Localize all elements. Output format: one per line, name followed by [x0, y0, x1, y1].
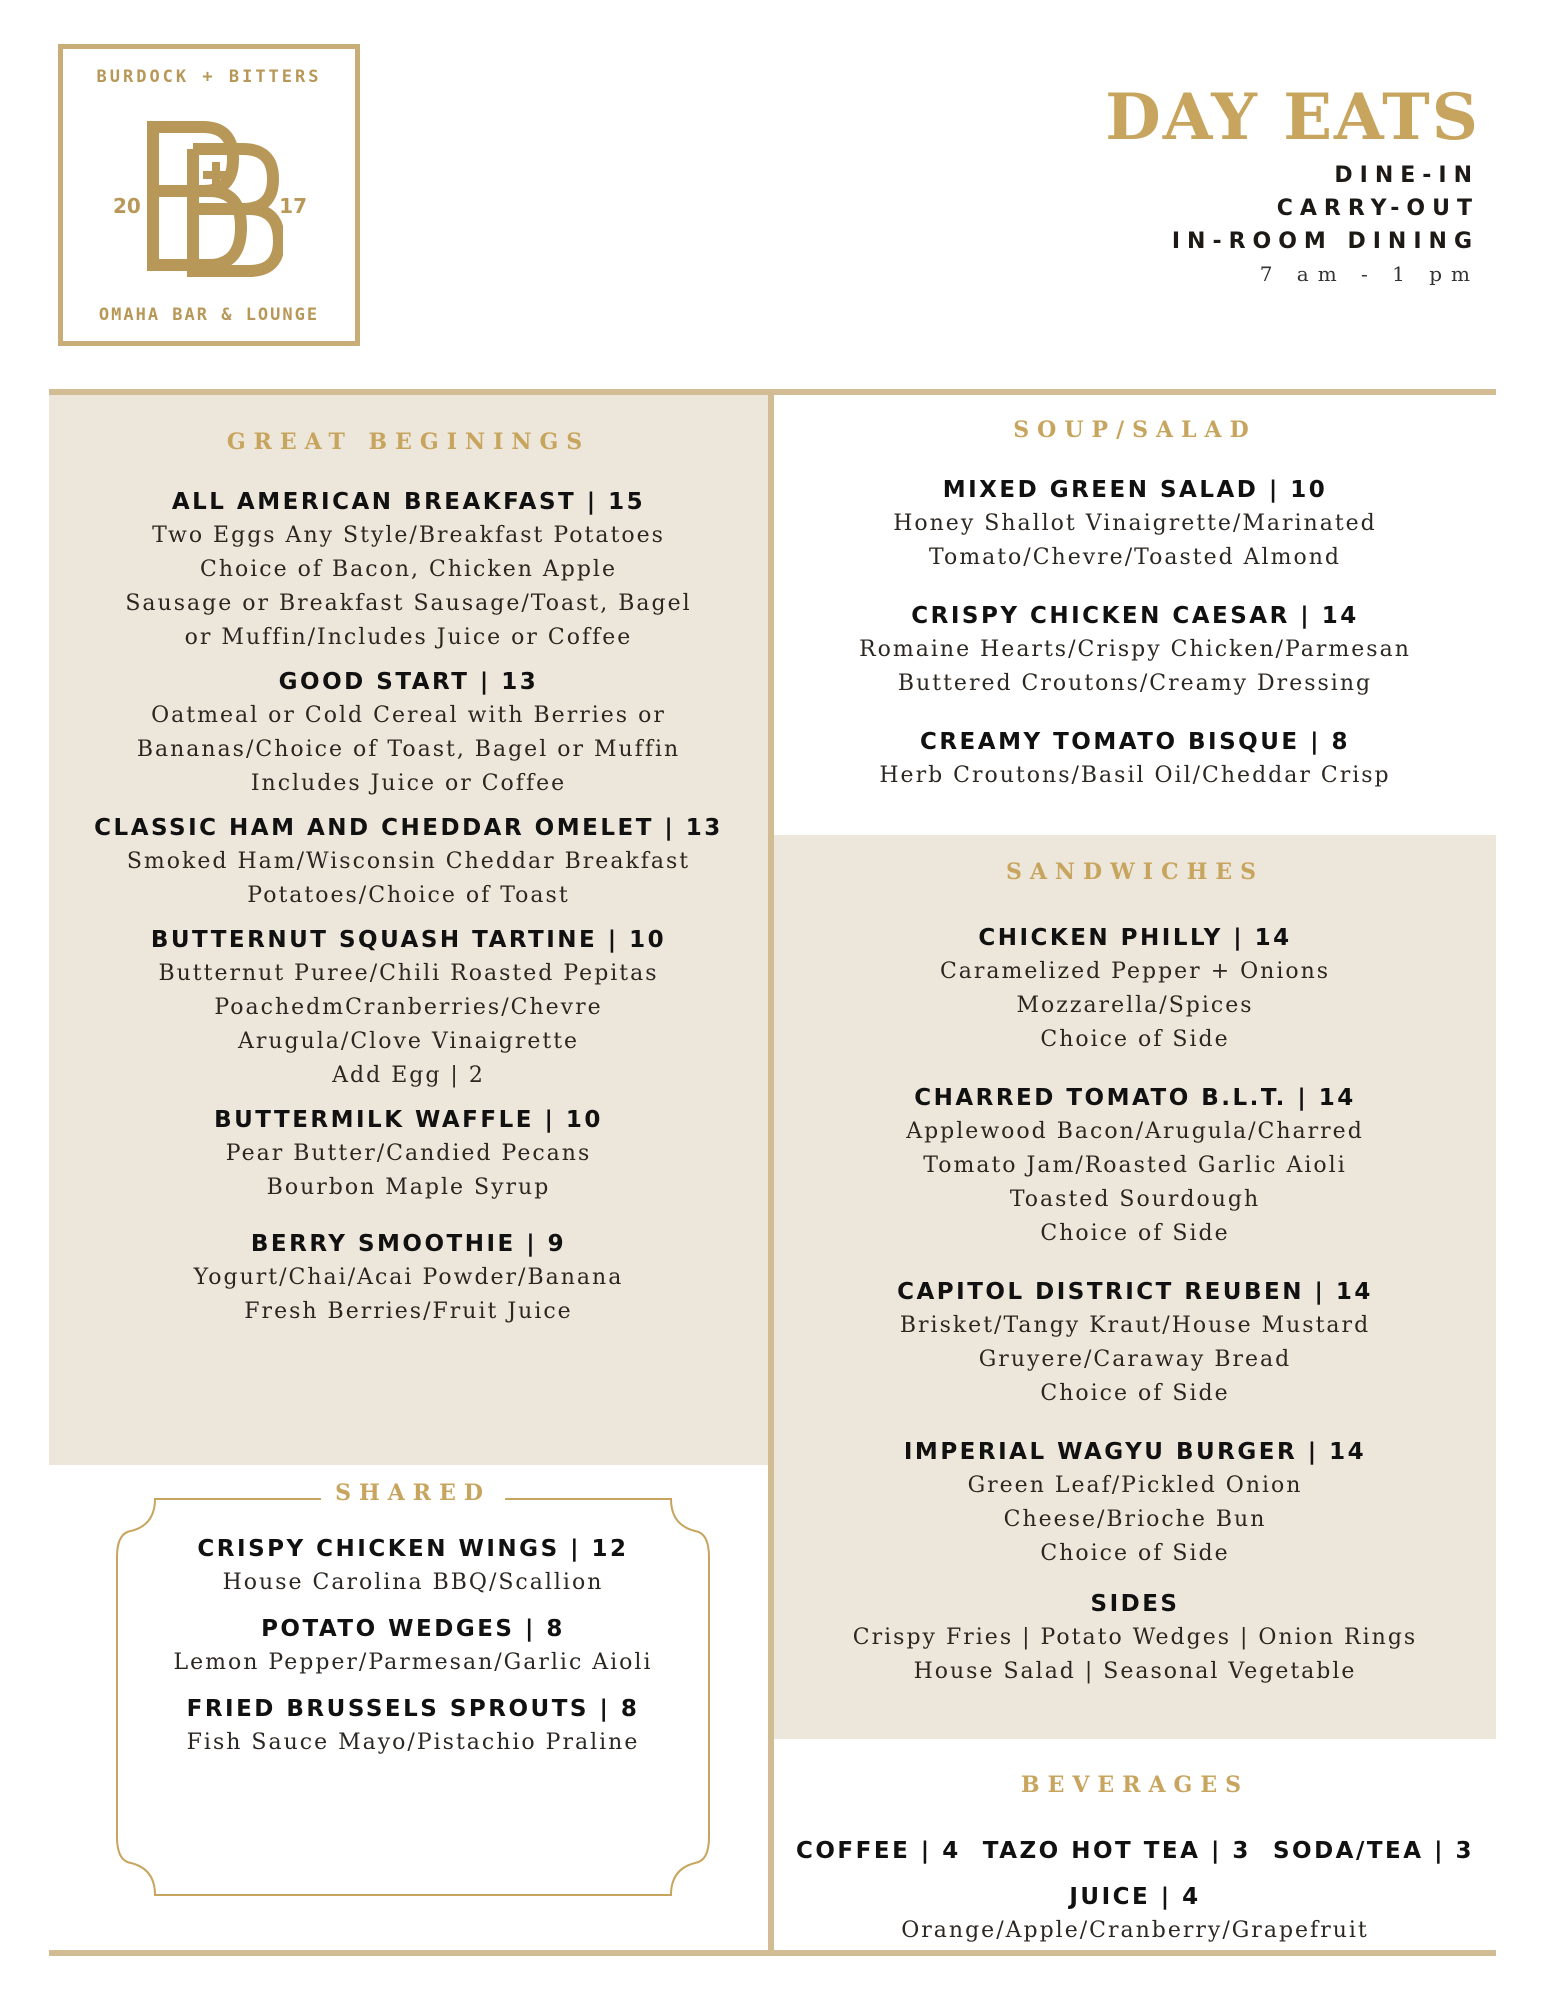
menu-item — [774, 1880, 1496, 1948]
item-desc-line: Choice of Bacon, Chicken Apple — [200, 557, 617, 582]
item-desc-line: Caramelized Pepper + Onions — [939, 959, 1331, 984]
great-beginnings-panel — [49, 395, 768, 1465]
item-name: GOOD START | 13 — [278, 669, 539, 695]
item-desc-line: Cheese/Brioche Bun — [1003, 1507, 1267, 1532]
item-desc-line: Oatmeal or Cold Cereal with Berries or — [151, 703, 666, 728]
beverages-panel — [774, 1772, 1496, 1798]
menu-item — [49, 485, 768, 655]
item-desc-line: Sausage or Breakfast Sausage/Toast, Bagel — [125, 591, 692, 616]
service-carry-out: CARRY-OUT — [1276, 196, 1479, 221]
item-desc-line: Lemon Pepper/Parmesan/Garlic Aioli — [173, 1650, 653, 1675]
item-desc-line: Includes Juice or Coffee — [250, 771, 567, 796]
item-desc-line: Choice of Side — [1040, 1381, 1230, 1406]
item-desc-line: Honey Shallot Vinaigrette/Marinated — [893, 511, 1377, 536]
hours: 7 am - 1 pm — [1259, 262, 1479, 286]
menu-item — [49, 811, 768, 913]
menu-item — [774, 1587, 1496, 1689]
item-name: SODA/TEA | 3 — [1272, 1838, 1474, 1864]
menu-item — [49, 665, 768, 801]
item-desc-line: Gruyere/Caraway Bread — [978, 1347, 1292, 1372]
menu-item — [115, 1692, 711, 1760]
item-desc-line: Two Eggs Any Style/Breakfast Potatoes — [152, 523, 665, 548]
logo-year-left: 20 — [113, 194, 141, 218]
menu-item — [49, 1103, 768, 1205]
logo-year-right: 17 — [279, 194, 307, 218]
item-name: CAPITOL DISTRICT REUBEN | 14 — [897, 1279, 1373, 1305]
item-desc-line: Herb Croutons/Basil Oil/Cheddar Crisp — [879, 763, 1391, 788]
item-name: CRISPY CHICKEN WINGS | 12 — [197, 1536, 629, 1562]
item-desc-line: Tomato Jam/Roasted Garlic Aioli — [923, 1153, 1347, 1178]
item-name: BERRY SMOOTHIE | 9 — [250, 1231, 567, 1257]
menu-item — [49, 1227, 768, 1329]
item-desc-line: Choice of Side — [1040, 1027, 1230, 1052]
shared-panel — [115, 1480, 711, 1760]
item-name: CREAMY TOMATO BISQUE | 8 — [919, 729, 1351, 755]
item-desc-line: Potatoes/Choice of Toast — [247, 883, 570, 908]
item-name: COFFEE | 4 — [796, 1838, 961, 1864]
menu-item — [774, 473, 1496, 575]
item-name: CHICKEN PHILLY | 14 — [978, 925, 1292, 951]
item-name: BUTTERMILK WAFFLE | 10 — [214, 1107, 603, 1133]
item-name: POTATO WEDGES | 8 — [261, 1616, 565, 1642]
menu-item — [774, 1081, 1496, 1251]
item-desc-line: House Carolina BBQ/Scallion — [222, 1570, 604, 1595]
item-desc-line: PoachedmCranberries/Chevre — [214, 995, 603, 1020]
item-desc-line: Green Leaf/Pickled Onion — [967, 1473, 1303, 1498]
item-desc-line: or Muffin/Includes Juice or Coffee — [184, 625, 633, 650]
item-desc-line: Smoked Ham/Wisconsin Cheddar Breakfast — [126, 849, 691, 874]
item-desc-line: Fish Sauce Mayo/Pistachio Praline — [186, 1730, 640, 1755]
logo-bottom-text: OMAHA BAR & LOUNGE — [98, 305, 320, 325]
menu-item — [115, 1612, 711, 1680]
item-desc-line: Add Egg | 2 — [332, 1063, 485, 1088]
item-desc-line: Tomato/Chevre/Toasted Almond — [929, 545, 1341, 570]
sandwiches-title: SANDWICHES — [1005, 859, 1265, 885]
item-desc-line: Romaine Hearts/Crispy Chicken/Parmesan — [859, 637, 1411, 662]
item-desc-line: Pear Butter/Candied Pecans — [225, 1141, 592, 1166]
item-name: TAZO HOT TEA | 3 — [982, 1838, 1251, 1864]
menu-item — [774, 599, 1496, 701]
item-desc-line: Bananas/Choice of Toast, Bagel or Muffin — [136, 737, 681, 762]
item-desc-line: Crispy Fries | Potato Wedges | Onion Rings — [852, 1625, 1418, 1650]
beverages-title: BEVERAGES — [1021, 1772, 1249, 1798]
menu-item — [49, 923, 768, 1093]
item-desc-line: Yogurt/Chai/Acai Powder/Banana — [193, 1265, 624, 1290]
sandwiches-panel — [774, 835, 1496, 1739]
item-desc-line: Choice of Side — [1040, 1541, 1230, 1566]
item-desc-line: Toasted Sourdough — [1009, 1187, 1261, 1212]
item-name: ALL AMERICAN BREAKFAST | 15 — [171, 489, 646, 515]
item-desc-line: Butternut Puree/Chili Roasted Pepitas — [158, 961, 659, 986]
item-desc-line: Brisket/Tangy Kraut/House Mustard — [899, 1313, 1371, 1338]
item-desc-line: Mozzarella/Spices — [1016, 993, 1254, 1018]
item-name: CRISPY CHICKEN CAESAR | 14 — [911, 603, 1359, 629]
item-desc-line: House Salad | Seasonal Vegetable — [913, 1659, 1357, 1684]
item-desc-line: Bourbon Maple Syrup — [266, 1175, 551, 1200]
item-name: FRIED BRUSSELS SPROUTS | 8 — [186, 1696, 640, 1722]
logo — [58, 44, 360, 346]
soup-salad-panel — [774, 395, 1496, 835]
item-name: SIDES — [1090, 1591, 1180, 1617]
soup-salad-title: SOUP/SALAD — [1013, 417, 1257, 443]
menu-item — [774, 1275, 1496, 1411]
service-in-room: IN-ROOM DINING — [1171, 229, 1479, 254]
item-name: JUICE | 4 — [1069, 1884, 1201, 1910]
menu-item — [774, 725, 1496, 793]
monogram-icon — [143, 119, 283, 279]
logo-top-text: BURDOCK + BITTERS — [96, 67, 322, 87]
item-desc-line: Choice of Side — [1040, 1221, 1230, 1246]
item-desc-line: Fresh Berries/Fruit Juice — [244, 1299, 573, 1324]
item-name: IMPERIAL WAGYU BURGER | 14 — [903, 1439, 1367, 1465]
item-name: CLASSIC HAM AND CHEDDAR OMELET | 13 — [94, 815, 723, 841]
item-name: MIXED GREEN SALAD | 10 — [942, 477, 1328, 503]
great-beginnings-title: GREAT BEGININGS — [226, 429, 591, 455]
menu-item — [774, 1435, 1496, 1571]
item-desc-line: Arugula/Clove Vinaigrette — [237, 1029, 580, 1054]
menu-item — [115, 1532, 711, 1600]
menu-item — [774, 921, 1496, 1057]
page-title: DAY EATS — [1105, 80, 1480, 155]
item-name: CHARRED TOMATO B.L.T. | 14 — [914, 1085, 1356, 1111]
item-desc-line: Buttered Croutons/Creamy Dressing — [897, 671, 1373, 696]
item-desc-line: Applewood Bacon/Arugula/Charred — [906, 1119, 1364, 1144]
item-desc-line: Orange/Apple/Cranberry/Grapefruit — [901, 1918, 1369, 1943]
service-dine-in: DINE-IN — [1334, 163, 1479, 188]
shared-title: SHARED — [321, 1480, 505, 1506]
beverages-row — [780, 1834, 1490, 1868]
item-name: BUTTERNUT SQUASH TARTINE | 10 — [150, 927, 667, 953]
